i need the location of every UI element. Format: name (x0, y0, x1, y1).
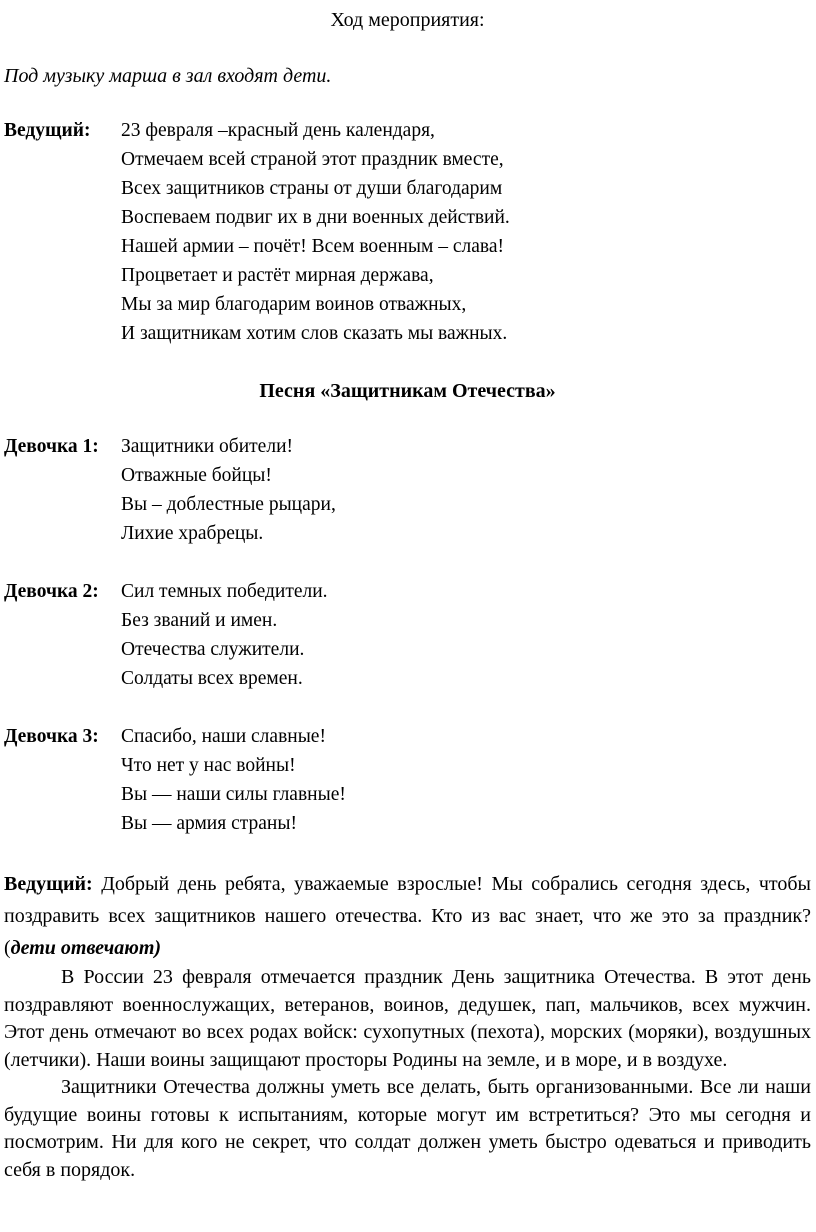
verse-line: Вы – доблестные рыцари, (121, 494, 336, 515)
host-speech: Добрый день ребята, уважаемые взрослые! Мы собрались сегодня здесь, чтобы поздравить всех защитников нашего отечества. Кто из вас знает, что же это за праздник? ( (4, 873, 811, 959)
verse-line: Спасибо, наши славные! (121, 726, 326, 747)
verse-line: Отечества служители. (121, 639, 305, 660)
verse-lines-girl-3 (121, 722, 811, 838)
verse-lines-girl-1 (121, 432, 811, 548)
info-paragraph-1: В России 23 февраля отмечается праздник День защитника Отечества. В этот день поздравляют военнослужащих, ветеранов, воинов, дедушек, пап, мальчиков, всех мужчин. Этот день отмечают во всех родах войск: сухопутных (пехота), морских (моряки), воздушных (летчики). Наши воины защищают просторы Родины на земле, и в море, и в воздухе. (4, 966, 811, 1071)
verse-line: Защитники обители! (121, 436, 293, 457)
speaker-label-host-closing: Ведущий: (4, 873, 93, 895)
verse-block-girl-1 (4, 432, 811, 548)
verse-line: 23 февраля –красный день календаря, (121, 120, 435, 141)
stage-aside: дети отвечают) (10, 937, 162, 959)
verse-block-host (4, 116, 811, 348)
verse-lines-host (121, 116, 811, 348)
verse-line: Отмечаем всей страной этот праздник вместе, (121, 149, 504, 170)
verse-line: Лихие храбрецы. (121, 523, 264, 544)
doc-title: Ход мероприятия: (330, 9, 485, 31)
verse-line: Воспеваем подвиг их в дни военных действий. (121, 207, 510, 228)
verse-line: Вы — армия страны! (121, 813, 297, 834)
stage-direction: Под музыку марша в зал входят дети. (4, 65, 332, 87)
verse-line: Мы за мир благодарим воинов отважных, (121, 294, 467, 315)
verse-line: Солдаты всех времен. (121, 668, 303, 689)
verse-block-girl-3 (4, 722, 811, 838)
verse-line: И защитникам хотим слов сказать мы важных. (121, 323, 508, 344)
speaker-label-girl-2: Девочка 2: (4, 581, 99, 602)
info-paragraph-2: Защитники Отечества должны уметь все делать, быть организованными. Все ли наши будущие воины готовы к испытаниям, которые могут им встретиться? Это мы сегодня и посмотрим. Ни для кого не секрет, что солдат должен уметь быстро одеваться и приводить себя в порядок. (4, 1076, 811, 1181)
closing-section (4, 868, 811, 1184)
speaker-label-girl-3: Девочка 3: (4, 726, 99, 747)
verse-lines-girl-2 (121, 577, 811, 693)
verse-line: Всех защитников страны от души благодарим (121, 178, 503, 199)
verse-line: Что нет у нас войны! (121, 755, 296, 776)
verse-line: Отважные бойцы! (121, 465, 272, 486)
speaker-label-girl-1: Девочка 1: (4, 436, 99, 457)
host-paragraph (4, 868, 811, 964)
song-heading: Песня «Защитникам Отечества» (259, 380, 556, 402)
verse-line: Нашей армии – почёт! Всем военным – слава! (121, 236, 505, 257)
verse-line: Сил темных победители. (121, 581, 328, 602)
speaker-label-host: Ведущий: (4, 120, 91, 141)
verse-line: Без званий и имен. (121, 610, 278, 631)
verse-line: Вы — наши силы главные! (121, 784, 346, 805)
verse-block-girl-2 (4, 577, 811, 693)
verse-line: Процветает и растёт мирная держава, (121, 265, 434, 286)
